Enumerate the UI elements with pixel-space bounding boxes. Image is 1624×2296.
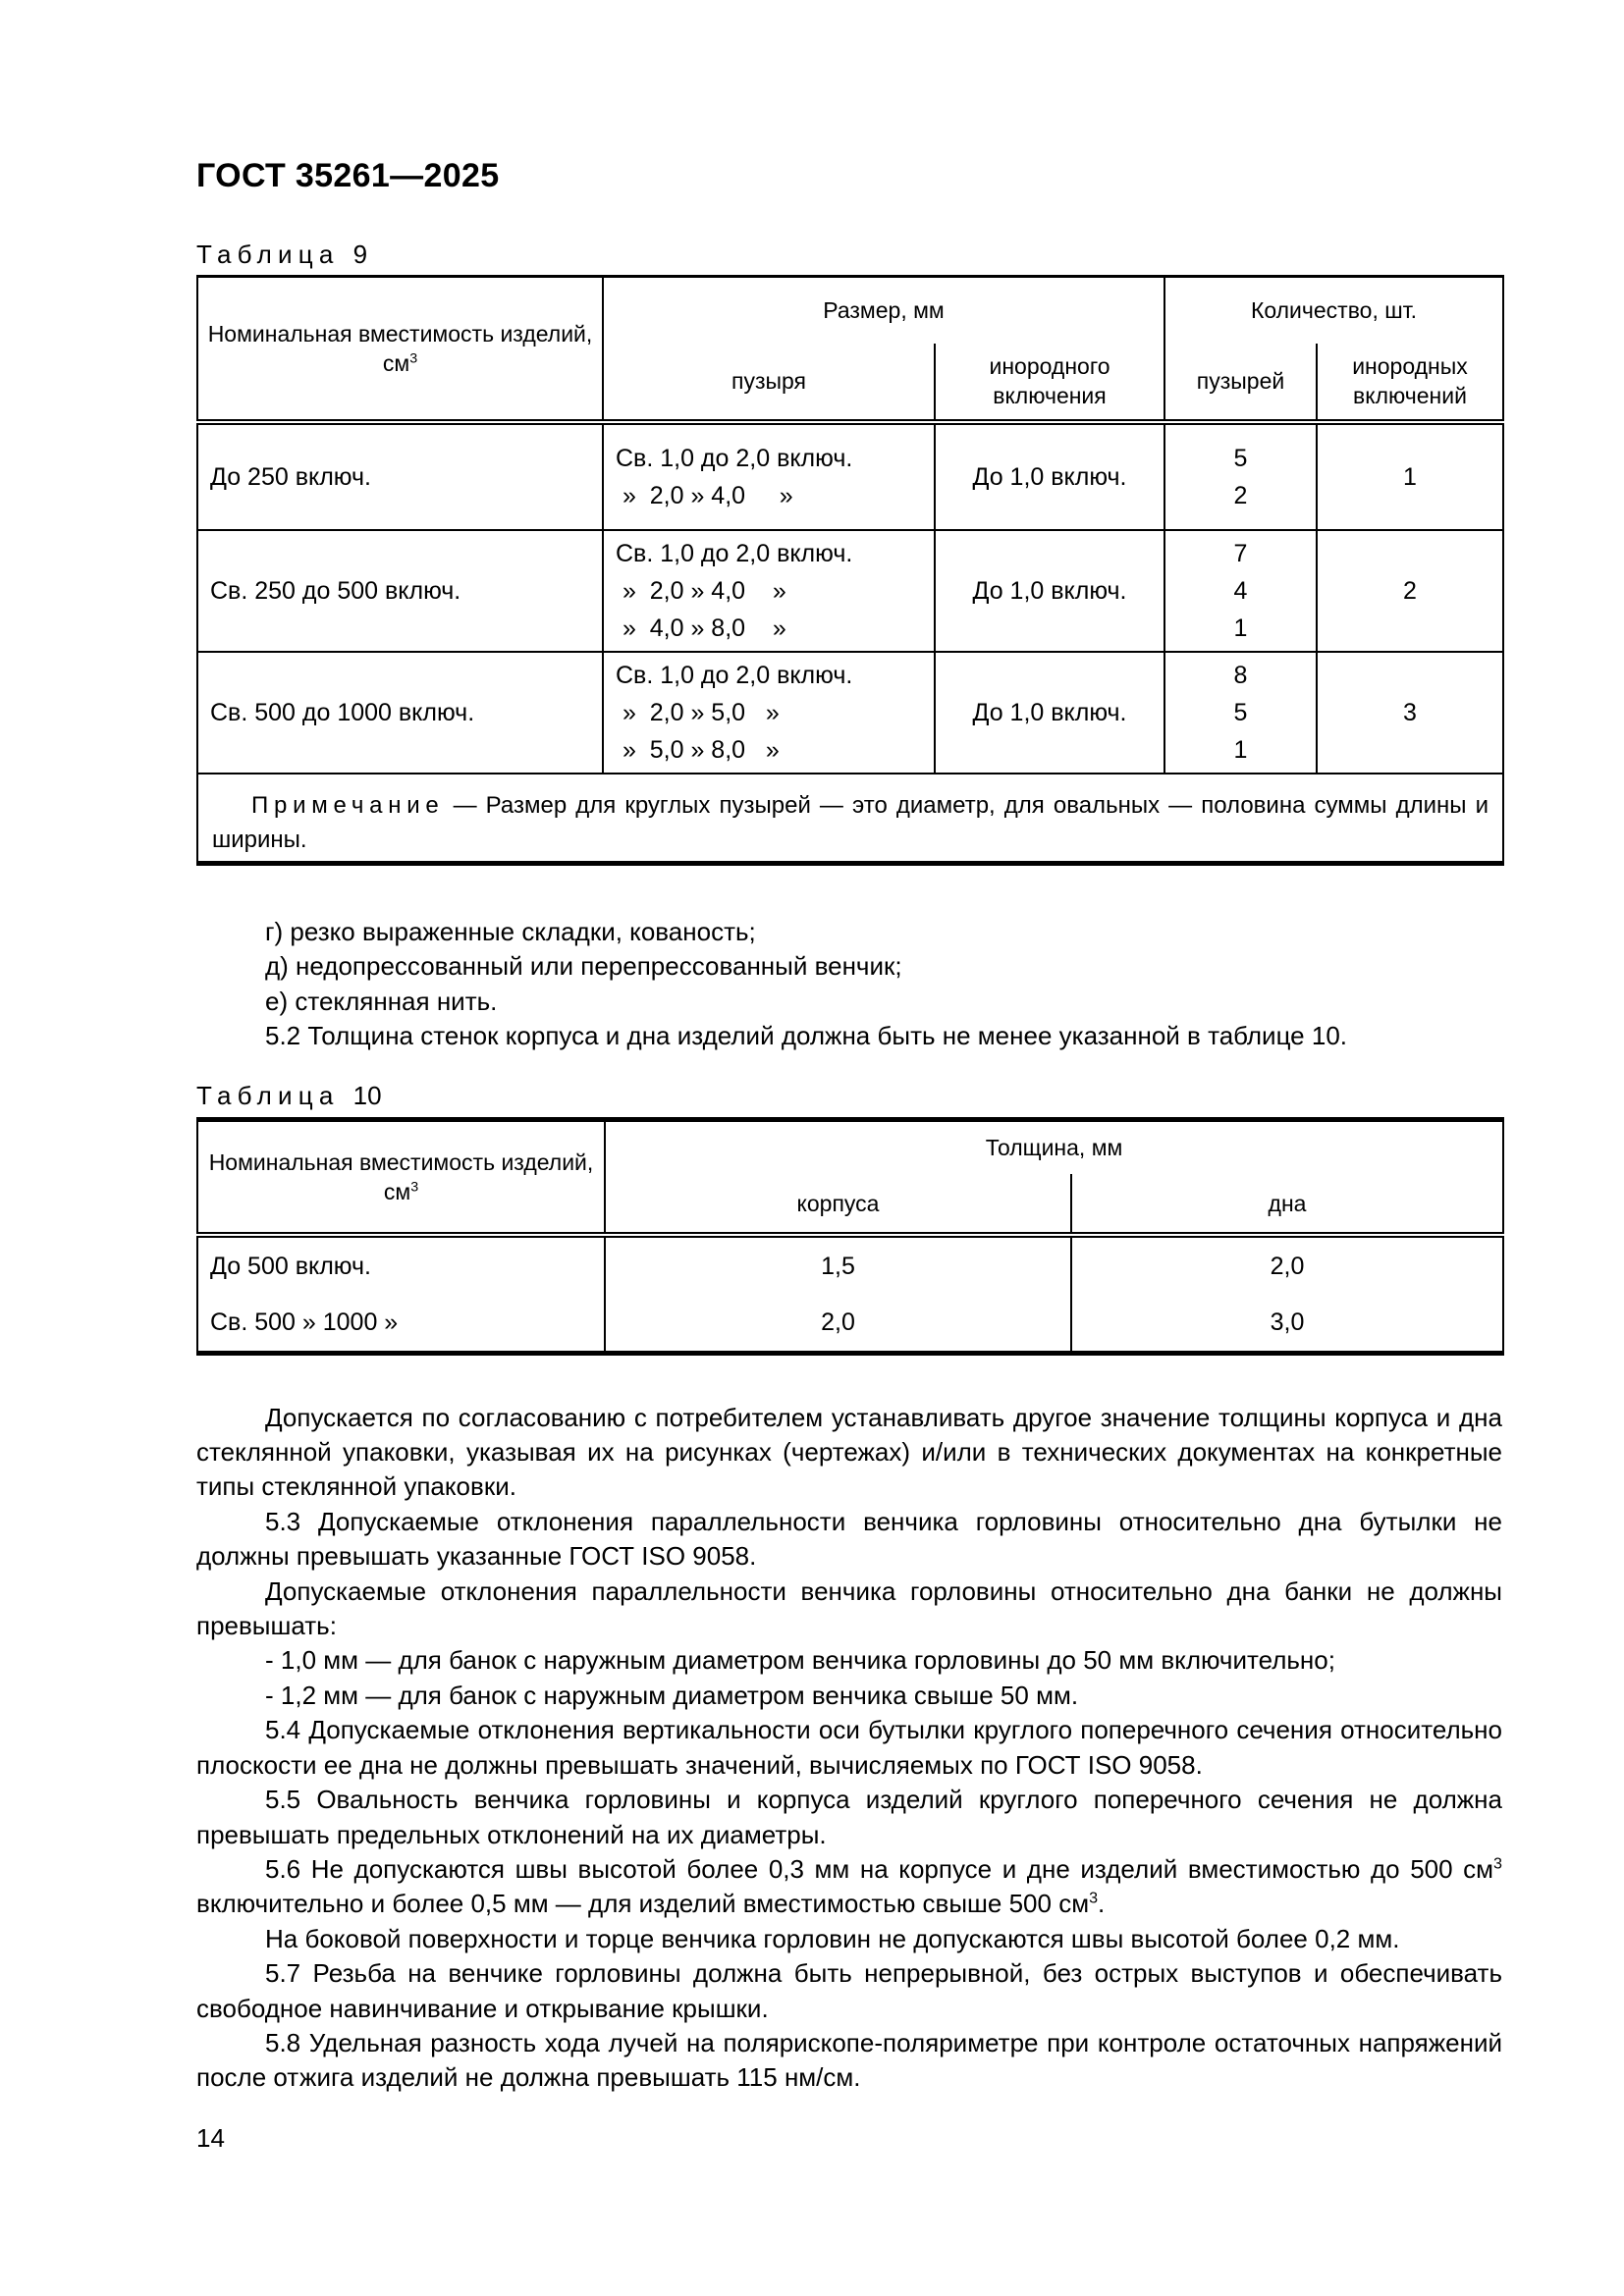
inclusion-size-cell: До 1,0 включ.: [935, 530, 1164, 652]
table9-subcol-bubble-size: пузыря: [603, 344, 935, 422]
bubble-size-cell: Св. 1,0 до 2,0 включ. » 2,0 » 5,0 » » 5,0 » 8,0 »: [603, 652, 935, 774]
table9-subcol-inclusion-qty: инородных включений: [1317, 344, 1503, 422]
capacity-cell: Св. 500 до 1000 включ.: [197, 652, 603, 774]
table9-title-label: Таблица: [196, 240, 340, 269]
paragraph-5-6: 5.6 Не допускаются швы высотой более 0,3 мм на корпусе и дне изделий вместимостью до 500 $см^3$ включительно и более 0,5 мм — для изделий вместимостью свыше 500 $см^3$.: [196, 1853, 1502, 1919]
capacity-cell: Св. 250 до 500 включ.: [197, 530, 603, 652]
bubble-size-cell: Св. 1,0 до 2,0 включ. » 2,0 » 4,0 » » 4,0 » 8,0 »: [603, 530, 935, 652]
inclusion-qty-cell: 3: [1317, 652, 1503, 774]
table9-qty-header: Количество, шт.: [1164, 277, 1503, 344]
paragraph-5-8: 5.8 Удельная разность хода лучей на полярископе-поляриметре при контроле остаточных напряжений после отжига изделий не должна превышать 115 нм/см.: [196, 2027, 1502, 2093]
paragraph: Допускается по согласованию с потребителем устанавливать другое значение толщины корпуса и дна стеклянной упаковки, указывая их на рисунках (чертежах) и/или в технических документах на конкретные типы стеклянной упаковки.: [196, 1402, 1502, 1502]
bubble-size-cell: Св. 1,0 до 2,0 включ. » 2,0 » 4,0 »: [603, 422, 935, 530]
table9-note-text: — Размер для круглых пузырей — это диаметр, для овальных — половина суммы длины и ширины.: [212, 791, 1489, 853]
page-number: 14: [196, 2122, 225, 2153]
clause-5-2: 5.2 Толщина стенок корпуса и дна изделий должна быть не менее указанной в таблице 10.: [265, 1021, 1348, 1051]
table9-row: [197, 422, 1503, 530]
inclusion-qty-cell: 1: [1317, 422, 1503, 530]
inclusion-size-cell: До 1,0 включ.: [935, 652, 1164, 774]
capacity-cell: До 500 включ.: [197, 1235, 605, 1294]
bottom-thickness-cell: 3,0: [1071, 1294, 1503, 1353]
table10-title: [196, 1079, 1502, 1112]
list-item: - 1,0 мм — для банок с наружным диаметром венчика горловины до 50 мм включительно;: [265, 1645, 1335, 1676]
paragraph-5-4: 5.4 Допускаемые отклонения вертикальности оси бутылки круглого поперечного сечения относительно плоскости ее дна не должны превышать значений, вычисляемых по ГОСТ ISO 9058.: [196, 1715, 1502, 1780]
table10-subcol-bottom: дна: [1071, 1174, 1503, 1235]
table10-row: [197, 1294, 1503, 1353]
bubble-qty-cell: 7 4 1: [1164, 530, 1317, 652]
table10-thickness-header: Толщина, мм: [605, 1119, 1503, 1174]
capacity-cell: Св. 500 » 1000 »: [197, 1294, 605, 1353]
table9-size-header: Размер, мм: [603, 277, 1164, 344]
paragraph-5-3: 5.3 Допускаемые отклонения параллельности венчика горловины относительно дна бутылки не должны превышать указанные ГОСТ ISO 9058.: [196, 1506, 1502, 1572]
inclusion-size-cell: До 1,0 включ.: [935, 422, 1164, 530]
table9-title-number: 9: [352, 240, 368, 269]
bubble-qty-cell: 5 2: [1164, 422, 1317, 530]
paragraph-5-5: 5.5 Овальность венчика горловины и корпуса изделий круглого поперечного сечения не должна превышать предельных отклонений на их диаметры.: [196, 1785, 1502, 1849]
table10-col1-header-unit: $см^3$: [383, 1178, 419, 1204]
table10-title-label: Таблица: [196, 1080, 340, 1110]
table9-title: [196, 238, 1502, 271]
paragraph: На боковой поверхности и торце венчика горловин не допускаются швы высотой более 0,2 мм.: [265, 1923, 1400, 1953]
table9-col1-header: [197, 277, 603, 422]
table10-col1-header: [197, 1119, 605, 1235]
table10-col1-header-line1: Номинальная вместимость изделий,: [208, 1148, 594, 1175]
table9-subcol-inclusion-size: инородного включения: [935, 344, 1164, 422]
table9-subcol-bubble-qty: пузырей: [1164, 344, 1317, 422]
bottom-thickness-cell: 2,0: [1071, 1235, 1503, 1294]
body-thickness-cell: 1,5: [605, 1235, 1071, 1294]
paragraph-5-7: 5.7 Резьба на венчике горловины должна быть непрерывной, без острых выступов и обеспечивать свободное навинчивание и открывание крышки.: [196, 1958, 1502, 2023]
table10-row: [197, 1235, 1503, 1294]
table9-col1-header-line1: Номинальная вместимость изделий,: [207, 320, 593, 347]
inclusion-qty-cell: 2: [1317, 530, 1503, 652]
table9-row: [197, 652, 1503, 774]
clause-e: е) стеклянная нить.: [265, 986, 498, 1016]
clauses-block: [196, 915, 1502, 1054]
list-item: - 1,2 мм — для банок с наружным диаметром венчика свыше 50 мм.: [265, 1680, 1079, 1710]
clause-d: д) недопрессованный или перепрессованный венчик;: [265, 951, 902, 982]
clause-g: г) резко выраженные складки, кованость;: [265, 917, 756, 946]
table9-col1-header-unit: $см^3$: [382, 349, 418, 376]
table10: [196, 1117, 1504, 1356]
table9-note-label: Примечание: [251, 791, 445, 819]
bubble-qty-cell: 8 5 1: [1164, 652, 1317, 774]
table9-note: [197, 774, 1503, 864]
table9-row: [197, 530, 1503, 652]
paragraph: Допускаемые отклонения параллельности венчика горловины относительно дна банки не должны превышать:: [196, 1575, 1502, 1641]
capacity-cell: До 250 включ.: [197, 422, 603, 530]
body-thickness-cell: 2,0: [605, 1294, 1071, 1353]
table9-note-row: [197, 774, 1503, 864]
table9: [196, 275, 1504, 866]
doc-header: ГОСТ 35261—2025: [196, 157, 500, 194]
table10-subcol-body: корпуса: [605, 1174, 1071, 1235]
table10-title-number: 10: [352, 1080, 382, 1110]
body-text-block: [196, 1401, 1502, 2096]
